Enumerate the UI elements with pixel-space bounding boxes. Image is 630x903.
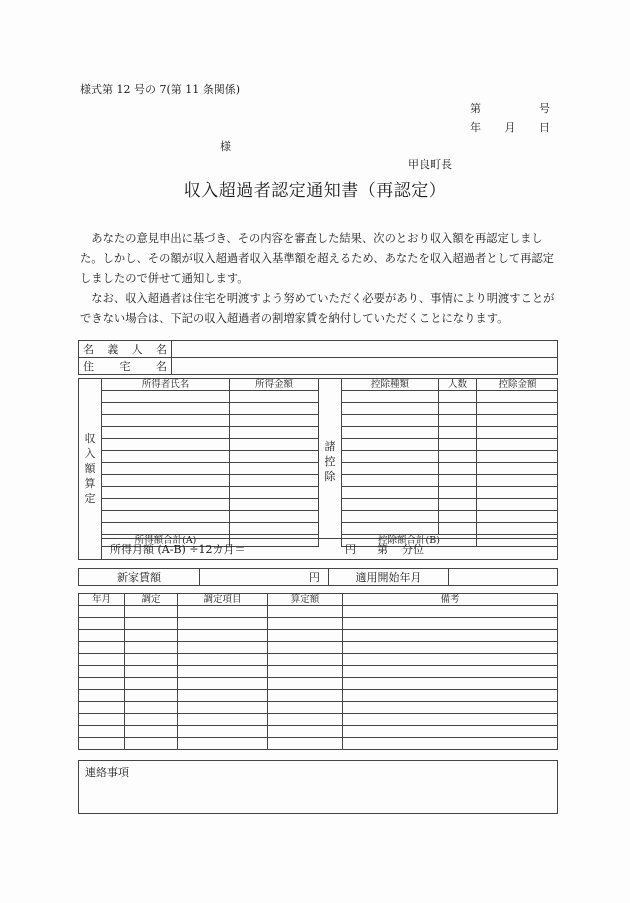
income-row [102,427,319,439]
income-row [102,511,319,523]
housing-field[interactable] [172,358,558,375]
income-name-cell[interactable] [102,451,230,463]
history-row [79,666,558,678]
history-month-cell[interactable] [79,618,125,630]
deduction-amount-cell[interactable] [477,499,559,511]
deduction-row [342,403,559,415]
history-item-cell[interactable] [178,606,268,618]
holder-label: 名義人名 [79,341,172,358]
income-amount-cell[interactable] [230,511,319,523]
deduction-amount-cell[interactable] [477,463,559,475]
history-amount-cell[interactable] [268,714,343,726]
addressee: 様 [220,140,231,153]
deduction-amount-cell[interactable] [477,451,559,463]
income-name-cell[interactable] [102,523,230,535]
holder-field[interactable] [172,341,558,358]
income-name-cell[interactable] [102,427,230,439]
income-amount-cell[interactable] [230,427,319,439]
issue-date [470,119,550,135]
document-number [470,100,550,116]
history-row [79,738,558,750]
deduction-row [342,463,559,475]
history-amount-cell[interactable] [268,678,343,690]
housing-row [79,358,558,375]
history-row [79,714,558,726]
history-item-cell[interactable] [178,714,268,726]
history-amount-cell[interactable] [268,666,343,678]
monthly-yen: 円 [345,543,356,556]
income-row [102,451,319,463]
deduction-amount-cell[interactable] [477,487,559,499]
history-levy-cell[interactable] [125,702,178,714]
income-label-char: 算 [84,477,96,490]
new-rent-label: 新家賃額 [79,569,200,586]
holder-row [79,341,558,358]
monthly-income-row [102,538,557,560]
income-amount-cell[interactable] [230,439,319,451]
income-name-cell[interactable] [102,439,230,451]
deduction-row [342,523,559,535]
deduction-count-cell[interactable] [439,499,477,511]
income-table [101,379,319,547]
deduction-amount-cell[interactable] [477,523,559,535]
income-header-row [102,379,319,391]
income-label-char: 額 [84,462,96,475]
income-name-cell[interactable] [102,403,230,415]
new-rent-row [79,569,558,586]
income-amount-cell[interactable] [230,403,319,415]
history-levy-cell[interactable] [125,642,178,654]
deduction-type-cell[interactable] [342,403,439,415]
deduction-amount-cell[interactable] [477,475,559,487]
history-levy-cell[interactable] [125,714,178,726]
history-amount-cell[interactable] [268,702,343,714]
history-item-cell[interactable] [178,630,268,642]
history-row [79,654,558,666]
income-amount-cell[interactable] [230,391,319,403]
history-amount-cell[interactable] [268,738,343,750]
housing-label: 住宅名 [79,358,172,375]
history-item-cell[interactable] [178,666,268,678]
monthly-rank-prefix: 第 [377,543,388,556]
income-total-label: 所得額合計(A) [102,535,230,547]
history-table [78,593,558,750]
income-label-char: 収 [84,432,96,445]
history-header-item: 調定項目 [178,594,268,606]
income-name-cell[interactable] [102,475,230,487]
deduction-label-char: 控 [324,455,336,468]
income-amount-cell[interactable] [230,499,319,511]
form-number: 様式第 12 号の 7(第 11 条関係) [80,83,241,96]
name-table [78,340,558,375]
deduction-count-cell[interactable] [439,463,477,475]
history-header-remarks: 備考 [343,594,558,606]
history-month-cell[interactable] [79,726,125,738]
history-header-row [79,594,558,606]
history-item-cell[interactable] [178,678,268,690]
history-item-cell[interactable] [178,690,268,702]
deduction-header-amount: 控除金額 [477,379,559,391]
history-row [79,618,558,630]
history-header-levy: 調定 [125,594,178,606]
deduction-type-cell[interactable] [342,487,439,499]
history-month-cell[interactable] [79,666,125,678]
history-levy-cell[interactable] [125,738,178,750]
deduction-count-cell[interactable] [439,403,477,415]
income-row [102,439,319,451]
deduction-count-cell[interactable] [439,451,477,463]
deduction-row [342,499,559,511]
doc-no-prefix: 第 [470,102,481,115]
deduction-type-cell[interactable] [342,427,439,439]
income-label-char: 定 [84,492,96,505]
income-name-cell[interactable] [102,487,230,499]
history-remarks-cell[interactable] [343,738,558,750]
history-amount-cell[interactable] [268,606,343,618]
deduction-section-label [319,439,341,484]
deduction-type-cell[interactable] [342,511,439,523]
history-levy-cell[interactable] [125,654,178,666]
history-remarks-cell[interactable] [343,606,558,618]
history-item-cell[interactable] [178,726,268,738]
notice-body [80,229,560,329]
page-title: 収入超過者認定通知書（再認定） [183,181,447,201]
income-amount-cell[interactable] [230,451,319,463]
history-item-cell[interactable] [178,702,268,714]
deduction-count-cell[interactable] [439,523,477,535]
history-header-amount: 算定額 [268,594,343,606]
deduction-count-cell[interactable] [439,415,477,427]
new-rent-yen: 円 [309,571,320,584]
history-levy-cell[interactable] [125,666,178,678]
deduction-header-type: 控除種類 [342,379,439,391]
issuer: 甲良町長 [408,158,452,171]
income-calculation [78,378,558,560]
deduction-type-cell[interactable] [342,523,439,535]
deduction-row [342,427,559,439]
deduction-row [342,439,559,451]
history-row [79,606,558,618]
history-month-cell[interactable] [79,654,125,666]
income-name-cell[interactable] [102,391,230,403]
income-name-cell[interactable] [102,463,230,475]
income-amount-cell[interactable] [230,487,319,499]
history-remarks-cell[interactable] [343,642,558,654]
income-amount-cell[interactable] [230,463,319,475]
start-date-label: 適用開始年月 [329,569,449,586]
income-name-cell[interactable] [102,415,230,427]
deduction-header-row [342,379,559,391]
monthly-rank-suffix: 分位 [402,543,424,556]
deduction-amount-cell[interactable] [477,403,559,415]
income-row [102,415,319,427]
deduction-label-char: 諸 [324,440,336,453]
deduction-count-cell[interactable] [439,487,477,499]
history-header-month: 年月 [79,594,125,606]
contact-notes-box[interactable] [78,760,558,814]
history-amount-cell[interactable] [268,618,343,630]
history-amount-cell[interactable] [268,726,343,738]
history-month-cell[interactable] [79,702,125,714]
history-row [79,642,558,654]
history-amount-cell[interactable] [268,654,343,666]
history-levy-cell[interactable] [125,678,178,690]
history-remarks-cell[interactable] [343,690,558,702]
new-rent-table [78,568,558,586]
income-row [102,463,319,475]
history-amount-cell[interactable] [268,690,343,702]
monthly-formula: 所得月額 (A-B) ÷12カ月＝ [110,543,246,556]
history-row [79,630,558,642]
income-label-char: 入 [84,447,96,460]
history-month-cell[interactable] [79,630,125,642]
history-month-cell[interactable] [79,606,125,618]
new-rent-field[interactable] [200,569,329,586]
start-date-field[interactable] [449,569,558,586]
income-row [102,523,319,535]
income-header-name: 所得者氏名 [102,379,230,391]
deduction-table [341,379,558,547]
income-row [102,475,319,487]
history-levy-cell[interactable] [125,630,178,642]
deduction-header-count: 人数 [439,379,477,391]
deduction-row [342,511,559,523]
history-item-cell[interactable] [178,618,268,630]
history-month-cell[interactable] [79,690,125,702]
history-remarks-cell[interactable] [343,678,558,690]
income-amount-cell[interactable] [230,415,319,427]
income-header-amount: 所得金額 [230,379,319,391]
deduction-type-cell[interactable] [342,391,439,403]
history-row [79,678,558,690]
history-item-cell[interactable] [178,654,268,666]
history-item-cell[interactable] [178,642,268,654]
history-row [79,702,558,714]
deduction-amount-cell[interactable] [477,415,559,427]
deduction-count-cell[interactable] [439,475,477,487]
paragraph-1: あなたの意見申出に基づき、その内容を審査した結果、次のとおり収入額を再認定しました。しかし、その額が収入超過者収入基準額を超えるため、あなたを収入超過者として再認定しましたので併せて通知します。 [80,232,555,285]
deduction-label-char: 除 [324,470,336,483]
deduction-row [342,391,559,403]
deduction-amount-cell[interactable] [477,427,559,439]
deduction-row [342,487,559,499]
deduction-total-label: 控除額合計(B) [342,535,477,547]
history-remarks-cell[interactable] [343,702,558,714]
history-row [79,690,558,702]
income-row [102,499,319,511]
history-remarks-cell[interactable] [343,714,558,726]
history-remarks-cell[interactable] [343,666,558,678]
date-month: 月 [504,121,516,134]
deduction-count-cell[interactable] [439,439,477,451]
deduction-amount-cell[interactable] [477,391,559,403]
doc-no-suffix: 号 [539,102,550,115]
history-levy-cell[interactable] [125,606,178,618]
deduction-amount-cell[interactable] [477,439,559,451]
income-amount-cell[interactable] [230,523,319,535]
date-year: 年 [470,121,481,134]
deduction-row [342,451,559,463]
history-amount-cell[interactable] [268,630,343,642]
history-levy-cell[interactable] [125,690,178,702]
history-month-cell[interactable] [79,642,125,654]
income-name-cell[interactable] [102,511,230,523]
history-month-cell[interactable] [79,738,125,750]
deduction-count-cell[interactable] [439,427,477,439]
history-remarks-cell[interactable] [343,726,558,738]
deduction-type-cell[interactable] [342,463,439,475]
deduction-amount-cell[interactable] [477,511,559,523]
deduction-type-cell[interactable] [342,499,439,511]
history-item-cell[interactable] [178,738,268,750]
deduction-type-cell[interactable] [342,451,439,463]
income-row [102,487,319,499]
income-name-cell[interactable] [102,499,230,511]
deduction-count-cell[interactable] [439,391,477,403]
history-remarks-cell[interactable] [343,654,558,666]
income-section-label [79,431,101,506]
income-row [102,403,319,415]
history-remarks-cell[interactable] [343,618,558,630]
history-levy-cell[interactable] [125,618,178,630]
history-month-cell[interactable] [79,714,125,726]
history-levy-cell[interactable] [125,726,178,738]
income-row [102,391,319,403]
deduction-type-cell[interactable] [342,415,439,427]
deduction-row [342,415,559,427]
contact-notes-label: 連絡事項 [85,766,129,779]
income-amount-cell[interactable] [230,475,319,487]
deduction-type-cell[interactable] [342,475,439,487]
date-day: 日 [539,121,550,134]
history-remarks-cell[interactable] [343,630,558,642]
deduction-count-cell[interactable] [439,511,477,523]
history-amount-cell[interactable] [268,642,343,654]
deduction-row [342,475,559,487]
history-row [79,726,558,738]
history-month-cell[interactable] [79,678,125,690]
paragraph-2: なお、収入超過者は住宅を明渡すよう努めていただく必要があり、事情により明渡すことができない場合は、下記の収入超過者の割増家賃を納付していただくことになります。 [80,292,555,325]
deduction-type-cell[interactable] [342,439,439,451]
